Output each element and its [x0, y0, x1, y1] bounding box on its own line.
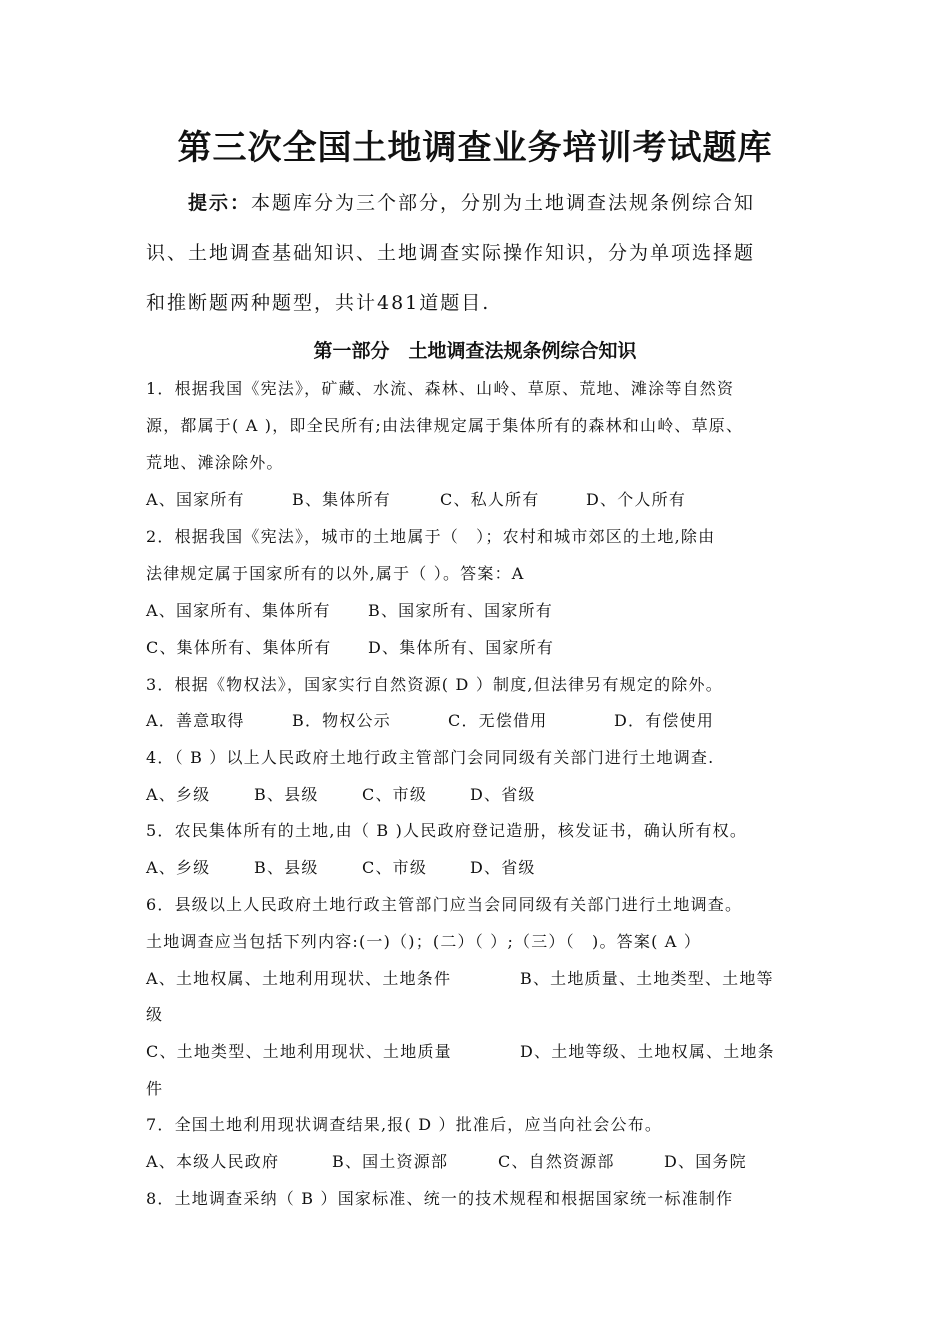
question-6-option-b-wrap: 级	[146, 1005, 164, 1024]
option-d: D、土地等级、土地权属、土地条	[520, 1042, 775, 1061]
option-d: D、省级	[470, 785, 536, 804]
option-b: B、县级	[254, 785, 319, 804]
question-5-line-1: 5．农民集体所有的土地,由（ B )人民政府登记造册，核发证书，确认所有权。	[146, 821, 748, 840]
question-8-line-1: 8．土地调查采纳（ B ）国家标准、统一的技术规程和根据国家统一标准制作	[146, 1189, 734, 1208]
option-b: B、国土资源部	[332, 1152, 449, 1171]
option-a: A、乡级	[146, 858, 211, 877]
option-a: A、土地权属、土地利用现状、土地条件	[146, 969, 452, 988]
option-c: C、自然资源部	[498, 1152, 615, 1171]
question-7-line-1: 7．全国土地利用现状调查结果,报( D ）批准后，应当向社会公布。	[146, 1115, 663, 1134]
question-6-line-2: 土地调查应当包括下列内容:(一)（)；(二）（ ）;（三）（ )。答案( A ）	[146, 932, 702, 951]
question-2-line-2: 法律规定属于国家所有的以外,属于（ ）。答案：A	[146, 564, 525, 583]
question-4-line-1: 4．（ B ）以上人民政府土地行政主管部门会同同级有关部门进行土地调查.	[146, 748, 715, 767]
option-b: B、国家所有、国家所有	[368, 601, 553, 620]
option-b: B、集体所有	[292, 490, 391, 509]
question-1-line-2: 源，都属于( A )，即全民所有;由法律规定属于集体所有的森林和山岭、草原、	[146, 416, 744, 435]
page-title: 第三次全国土地调查业务培训考试题库	[177, 128, 773, 168]
intro-line-1	[146, 188, 816, 215]
question-5-options	[146, 855, 536, 878]
question-6-line-1: 6．县级以上人民政府土地行政主管部门应当会同同级有关部门进行土地调查。	[146, 895, 743, 914]
intro-text-1: 本题库分为三个部分，分别为土地调查法规条例综合知	[251, 192, 756, 214]
question-2-line-1: 2．根据我国《宪法》，城市的土地属于（ ）；农村和城市郊区的土地,除由	[146, 527, 716, 546]
option-a: A、国家所有	[146, 490, 245, 509]
option-d: D、个人所有	[586, 490, 687, 509]
option-d: D．有偿使用	[614, 711, 715, 730]
question-3-line-1: 3．根据《物权法》，国家实行自然资源( D ）制度,但法律另有规定的除外。	[146, 675, 723, 694]
section-title: 第一部分 土地调查法规条例综合知识	[313, 340, 637, 362]
question-6-options-ab	[146, 966, 774, 989]
question-1-line-3: 荒地、滩涂除外。	[146, 453, 284, 472]
option-c: C、市级	[362, 785, 428, 804]
question-6-option-d-wrap: 件	[146, 1079, 164, 1098]
option-b: B、县级	[254, 858, 319, 877]
question-6-options-cd	[146, 1039, 775, 1062]
option-c: C、集体所有、集体所有	[146, 638, 332, 657]
intro-line-2: 识、土地调查基础知识、土地调查实际操作知识，分为单项选择题	[146, 242, 756, 264]
option-d: D、集体所有、国家所有	[368, 638, 555, 657]
intro-line-3: 和推断题两种题型，共计481道题目.	[146, 292, 491, 314]
option-b: B、土地质量、土地类型、土地等	[520, 969, 774, 988]
option-c: C、市级	[362, 858, 428, 877]
question-1-line-1: 1．根据我国《宪法》，矿藏、水流、森林、山岭、草原、荒地、滩涂等自然资	[146, 379, 735, 398]
option-a: A、本级人民政府	[146, 1152, 280, 1171]
option-c: C、土地类型、土地利用现状、土地质量	[146, 1042, 452, 1061]
option-b: B．物权公示	[292, 711, 391, 730]
option-d: D、省级	[470, 858, 536, 877]
question-4-options	[146, 782, 536, 805]
option-d: D、国务院	[664, 1152, 747, 1171]
option-c: C、私人所有	[440, 490, 540, 509]
option-a: A、国家所有、集体所有	[146, 601, 331, 620]
question-7-options	[146, 1149, 747, 1172]
option-a: A．善意取得	[146, 711, 245, 730]
question-3-options	[146, 708, 714, 731]
question-1-options	[146, 487, 686, 510]
question-2-options-ab	[146, 598, 553, 621]
intro-label: 提示：	[188, 192, 252, 214]
option-c: C．无偿借用	[448, 711, 548, 730]
option-a: A、乡级	[146, 785, 211, 804]
question-2-options-cd	[146, 635, 554, 658]
